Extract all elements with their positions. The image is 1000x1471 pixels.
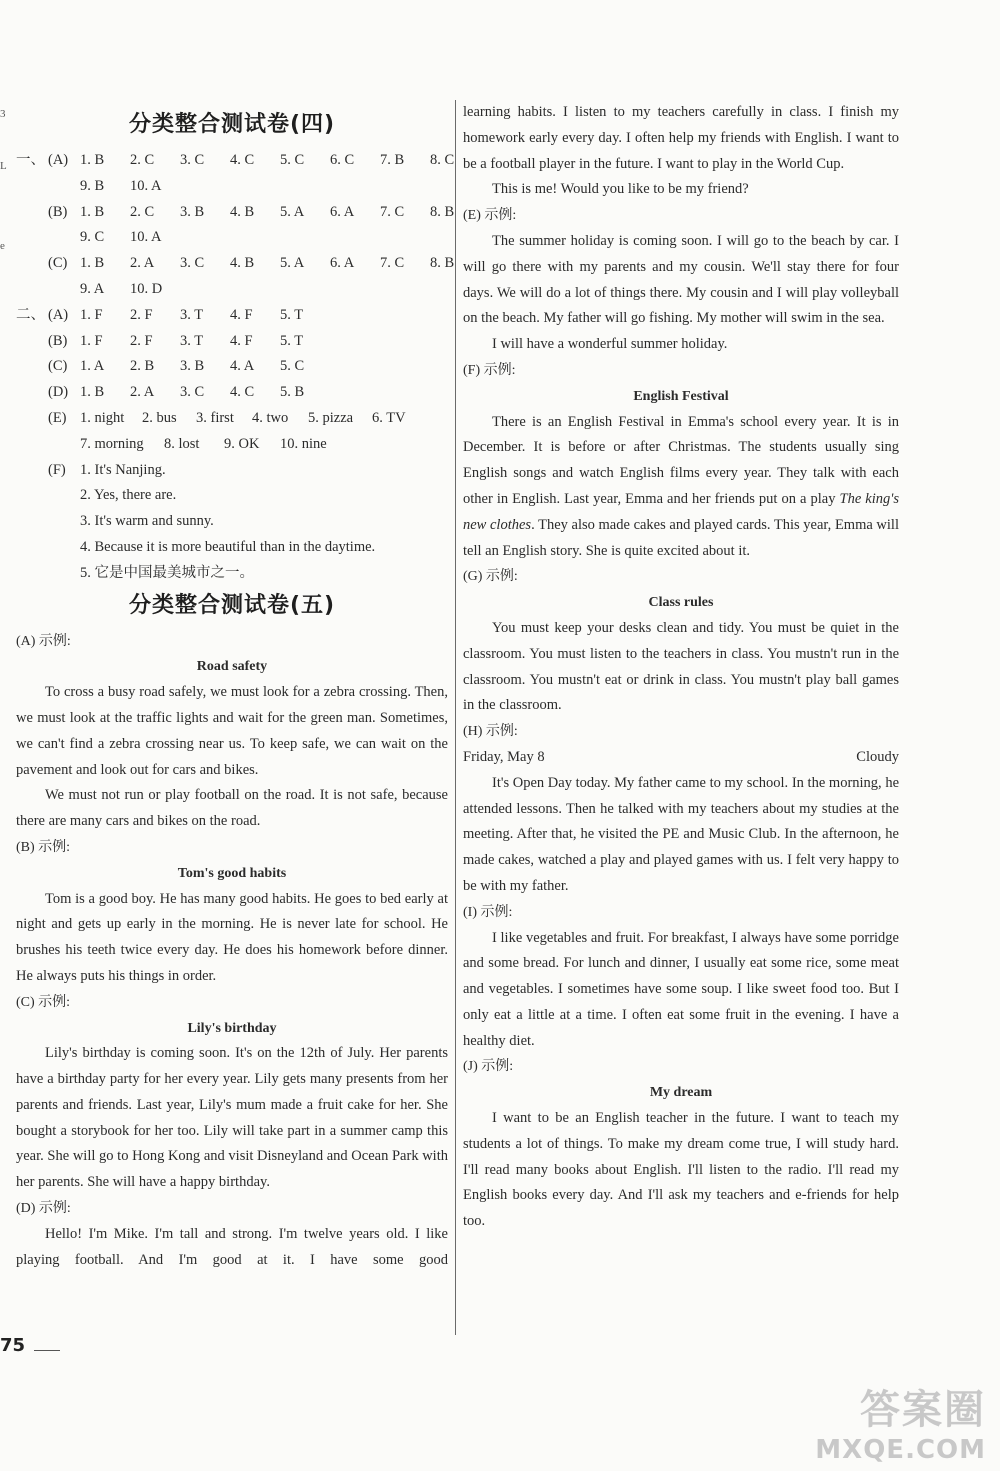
answer-item: 9. A [80,280,105,297]
answer-item: 2. A [130,384,155,401]
edge-mark: L [0,160,7,172]
answer-item: 2. bus [142,409,177,426]
page-number-dash [34,1350,60,1351]
answer-item: 8. B [430,255,455,272]
section-label: (E) 示例: [463,208,517,224]
answer-row [16,380,448,406]
essay-paragraph: To cross a busy road safely, we must look for a zebra crossing. Then, we must look at the traffic lights and wait for the green man. Sometimes, we can't find a zebra crossing near us. To keep safe, we can wait on the pavement and look out for cars and bikes. [16,684,448,778]
answer-item: 7. B [380,152,405,168]
answer-item: 1. night [80,409,125,426]
group-label: (A) [48,152,69,168]
part2-label: 二、 [16,306,45,323]
essay-paragraph: Lily's birthday is coming soon. It's on the 12th of July. Her parents have a birthday party for her every year. Lily gets many presents from her parents and friends. Last year, Lily's mum made a fruit cake for her. She bought a storybook for her too. Lily will take part in a summer camp this year. She will go to Hong Kong and visit Disneyland and Ocean Park with her parents. She will have a happy birthday. [16,1045,448,1191]
essay-paragraph: learning habits. I listen to my teachers carefully in class. I finish my homework early every day. I often help my friends with English. I want to be a football player in the future. I want to play in the World Cup. [463,104,899,172]
group-label: (D) [48,384,69,401]
answer-item: 3. C [180,152,205,168]
group-label: (C) [48,255,68,272]
answer-line: 4. Because it is more beautiful than in the daytime. [80,538,376,555]
answer-item: 5. A [280,255,305,272]
answer-item: 3. first [196,409,234,426]
left-column [16,100,455,1273]
group-label: (E) [48,409,67,426]
essay-text: . They also made cakes and played cards. This year, Emma will tell an English story. She is quite excited about it. [463,516,899,559]
answer-item: 9. C [80,229,105,246]
answer-row [16,200,455,226]
answer-item: 2. B [130,358,155,375]
answer-item: 7. C [380,255,405,272]
essay-title: English Festival [633,388,729,404]
answer-item: 5. T [280,332,304,349]
answer-item: 1. A [80,358,105,375]
section-label: (A) 示例: [16,633,71,649]
essay-paragraph: I like vegetables and fruit. For breakfast, I always have some porridge and some bread. For lunch and dinner, I usually eat some rice, some meat and vegetables. I sometimes have some soup. I like sweet food too. But I only eat a little at a time. I often eat some fruit in the evening. I have a healthy diet. [463,929,899,1049]
essay-title: My dream [649,1085,713,1101]
group-label: (B) [48,332,68,349]
answer-item: 8. lost [164,435,200,452]
edge-mark: e [0,240,5,252]
answer-item: 4. A [230,358,255,375]
play-title: The king's new clothes [463,490,899,533]
answer-item: 1. B [80,152,105,168]
answer-item: 6. A [330,255,355,272]
answer-item: 3. T [180,306,204,323]
section-label: (H) 示例: [463,724,518,740]
group-label: (B) [48,203,68,220]
essay-title: Road safety [196,659,268,675]
essay-paragraph: The summer holiday is coming soon. I will go to the beach by car. I will go there with my parents and my cousin. We'll stay there for four days. We will do a lot of things there. My cousin and I will play volleyball on the beach. My father will go fishing. My mother will swim in the sea. [463,232,899,327]
answer-item: 5. A [280,203,305,220]
section-label: (B) 示例: [16,839,71,855]
answer-item: 4. B [230,203,255,220]
essay-closing: This is me! Would you like to be my friend? [492,181,749,198]
essay-text: There is an English Festival in Emma's school every year. It is in December. It is before or after Christmas. The students usually sing English songs and watch English films every year. They talk with each other in English. Last year, Emma and her friends put on a play [463,413,899,507]
answer-line: 5. 它是中国最美城市之一。 [80,564,254,581]
answer-item: 6. TV [372,409,406,426]
essay-paragraph: We must not run or play football on the road. It is not safe, because there are many cars and bikes on the road. [16,787,448,830]
answer-row [16,329,448,355]
answer-row [16,251,455,277]
answer-item: 7. morning [80,435,144,452]
answer-item: 1. It's Nanjing. [80,461,166,478]
diary-header [463,745,899,771]
answer-row [16,303,448,329]
answer-item: 2. A [130,255,155,272]
answer-item: 3. T [180,332,204,349]
watermark-text: 答案圈 [860,1387,986,1433]
answer-row [16,174,448,200]
answer-item: 1. F [80,306,103,323]
answer-row [16,458,448,484]
essay-paragraph: You must keep your desks clean and tidy. You must be quiet in the classroom. You must listen to the teachers in class. You mustn't run in the classroom. You mustn't eat or drink in class. You mustn't play ball games in the classroom. [463,619,899,714]
answer-item: 1. B [80,255,105,272]
answer-item: 2. F [130,332,153,349]
section-label: (I) 示例: [463,904,513,920]
essay-paragraph: I want to be an English teacher in the future. I want to teach my students a lot of things. To make my dream come true, I will study hard. I'll read many books about English. I'll listen to the radio. I'll read my English books every day. And I'll ask my teachers and e-friends for help too. [463,1110,899,1230]
answer-item: 6. A [330,203,355,220]
answer-item: 9. B [80,177,105,194]
group-label: (A) [48,306,69,323]
answer-row [16,354,448,380]
essay-title: Lily's birthday [187,1020,277,1036]
answer-item: 5. B [280,384,305,401]
essay-paragraph: Hello! I'm Mike. I'm tall and strong. I'm twelve years old. I like playing football. And I'm good at it. I have some good [16,1225,448,1268]
essay-paragraph [463,410,899,565]
right-column [463,100,899,1235]
answer-row [16,225,448,251]
answer-item: 10. A [130,229,162,246]
answer-line: 3. It's warm and sunny. [80,513,214,530]
answer-item: 3. C [180,255,205,272]
answer-item: 4. F [230,332,253,349]
answer-item: 1. B [80,203,105,220]
test5-title: 分类整合测试卷(五) [128,592,336,618]
group-label: (C) [48,358,68,375]
section-label: (G) 示例: [463,569,518,585]
answer-item: 4. B [230,255,255,272]
answer-item: 8. B [430,203,455,220]
test4-title: 分类整合测试卷(四) [128,112,336,137]
answer-item: 8. C [430,152,455,168]
answer-item: 10. A [130,177,162,194]
answer-item: 5. C [280,358,305,375]
group-label: (F) [48,461,66,478]
answer-item: 6. C [330,152,355,168]
answer-item: 2. C [130,152,155,168]
answer-item: 2. F [130,306,153,323]
answer-item: 1. B [80,384,105,401]
column-divider [455,100,456,1335]
section-label: (J) 示例: [463,1059,514,1075]
answer-item: 7. C [380,203,405,220]
answer-item: 3. B [180,203,205,220]
answer-row [16,406,448,432]
watermark-logo [815,1378,986,1465]
answer-item: 10. D [130,280,163,297]
edge-mark: 3 [0,108,6,120]
essay-title: Tom's good habits [177,865,287,881]
answer-item: 4. C [230,152,255,168]
essay-paragraph: Tom is a good boy. He has many good habits. He goes to bed early at night and gets up early in the morning. He is never late for school. He brushes his teeth twice every day. He does his homework before dinner. He always puts his things in order. [16,890,448,984]
answer-item: 1. F [80,332,103,349]
section-label: (F) 示例: [463,362,516,378]
answer-item: 4. two [252,409,289,426]
answer-item: 2. C [130,203,155,220]
answer-row [16,148,455,174]
answer-item: 3. B [180,358,205,375]
answer-item: 4. C [230,384,255,401]
essay-paragraph: It's Open Day today. My father came to my school. In the morning, he attended lessons. Then he talked with my teachers about my studies at the meeting. After that, he visited the PE and Music Club. In the afternoon, he made cakes, watched a play and played games with us. I felt very happy to be with my father. [463,774,899,894]
essay-paragraph: I will have a wonderful summer holiday. [492,336,728,353]
answer-item: 10. nine [280,435,327,452]
answer-item: 4. F [230,306,253,323]
answer-line: 2. Yes, there are. [80,487,177,504]
section-label: (D) 示例: [16,1201,71,1217]
essay-title: Class rules [648,595,714,611]
part1-label: 一、 [16,152,45,168]
answer-item: 5. T [280,306,304,323]
answer-item: 3. C [180,384,205,401]
watermark-url: MXQE.COM [815,1435,986,1465]
section-label: (C) 示例: [16,994,71,1010]
answer-item: 5. C [280,152,305,168]
page-number: 75 [0,1335,26,1356]
diary-weather: Cloudy [856,748,899,765]
diary-date: Friday, May 8 [463,748,545,765]
answer-row [16,277,448,303]
answer-item: 9. OK [224,435,260,452]
answer-row [16,432,448,458]
answer-item: 5. pizza [308,409,354,426]
